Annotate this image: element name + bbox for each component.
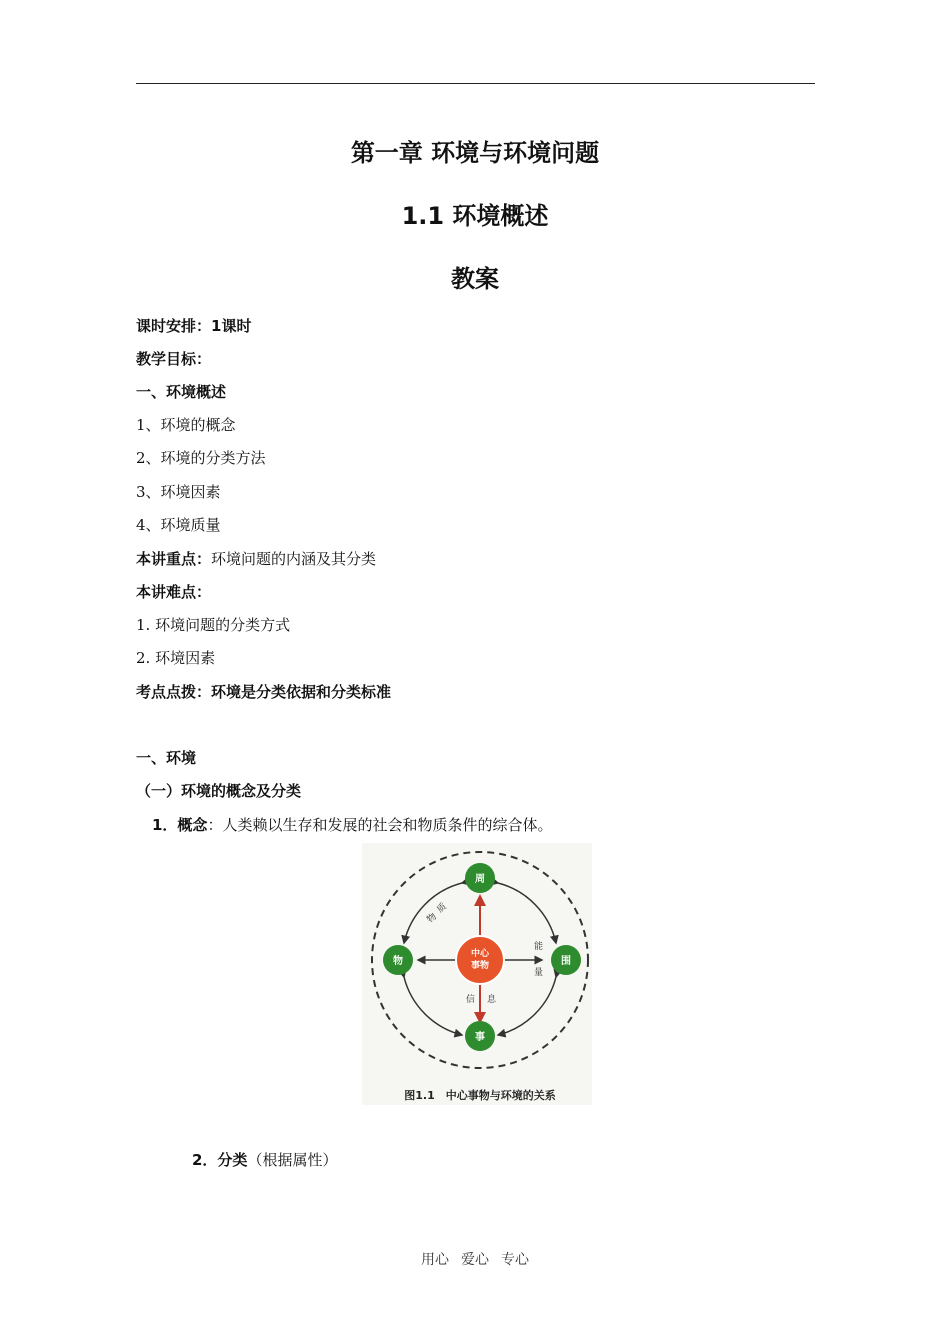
classification-label: 2．分类 <box>192 1151 248 1169</box>
list-item: 1. 环境问题的分类方式 <box>136 616 291 634</box>
difficulty-label: 本讲难点： <box>136 583 212 601</box>
center-label-2: 事物 <box>470 961 490 971</box>
node-right-label: 围 <box>561 956 571 967</box>
arrow-label-neng: 能 <box>534 942 544 952</box>
page-footer <box>0 1249 950 1269</box>
concept-line <box>152 814 552 835</box>
list-item: 1、环境的概念 <box>136 416 236 434</box>
node-top-label: 周 <box>475 874 485 885</box>
key-point-text: 环境问题的内涵及其分类 <box>211 550 377 568</box>
subsection-heading: （一）环境的概念及分类 <box>136 782 302 800</box>
arrow-label-liang: 量 <box>534 968 544 978</box>
arrow-label-zhi: 质 <box>435 901 449 916</box>
outline-heading: 一、环境概述 <box>136 383 227 401</box>
doc-type-title: 教案 <box>451 265 499 293</box>
figure-caption: 图1.1 中心事物与环境的关系 <box>404 1089 556 1102</box>
diagram-svg <box>362 843 592 1105</box>
key-point-line <box>136 548 376 569</box>
center-node <box>456 936 504 984</box>
footer-item: 用心 <box>421 1252 449 1268</box>
list-item: 4、环境质量 <box>136 516 221 534</box>
section-heading: 一、环境 <box>136 749 197 767</box>
footer-item: 爱心 <box>461 1252 489 1268</box>
node-bottom-label: 事 <box>475 1032 485 1043</box>
concept-text: ：人类赖以生存和发展的社会和物质条件的综合体。 <box>207 816 553 834</box>
key-point-label: 本讲重点： <box>136 550 212 568</box>
classification-line <box>192 1149 337 1170</box>
header-rule <box>136 83 815 84</box>
classification-text: （根据属性） <box>247 1151 338 1169</box>
node-left-label: 物 <box>393 956 403 967</box>
arrow-label-xin: 信 <box>466 995 476 1005</box>
exam-point-line: 考点点拨：环境是分类依据和分类标准 <box>136 683 392 701</box>
schedule-line: 课时安排：1课时 <box>136 317 252 335</box>
chapter-title: 第一章 环境与环境问题 <box>350 139 600 167</box>
environment-diagram <box>362 843 592 1105</box>
list-item: 2. 环境因素 <box>136 649 216 667</box>
center-label-1: 中心 <box>470 949 490 959</box>
goals-line: 教学目标： <box>136 350 212 368</box>
list-item: 3、环境因素 <box>136 483 221 501</box>
list-item: 2、环境的分类方法 <box>136 449 266 467</box>
concept-label: 1．概念 <box>152 816 208 834</box>
footer-item: 专心 <box>501 1252 529 1268</box>
arrow-label-wu: 物 <box>425 911 439 926</box>
arrow-label-xi: 息 <box>487 995 497 1005</box>
section-title: 1.1 环境概述 <box>401 202 549 230</box>
